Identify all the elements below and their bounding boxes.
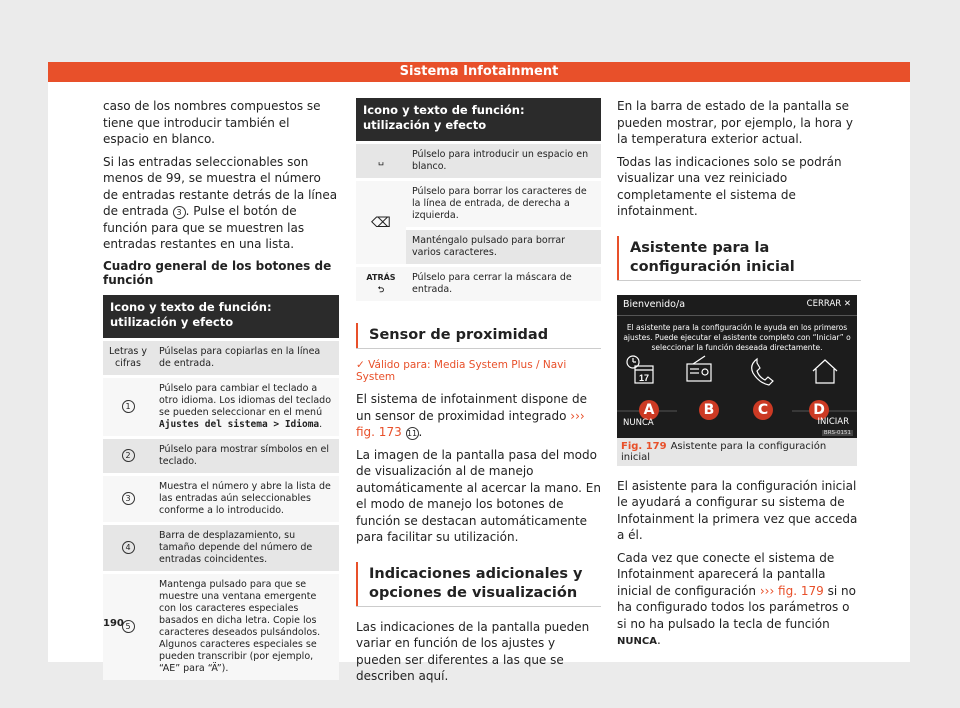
table-row [356,144,601,178]
paragraph: Cada vez que conecte el sistema de Infotainment aparecerá la pantalla inicial de configuración ››› fig. 179 si no ha configurado todos los parámetros o si no ha pulsado la tecla de función NUNCA. [617,550,856,647]
function-buttons-table [103,295,339,680]
row-text: Púlselo para mostrar símbolos en el teclado. [153,439,339,473]
paragraph: El sistema de infotainment dispone de un sensor de proximidad integrado ››› fig. 173 11. [356,392,587,439]
paragraph: Las indicaciones de la pantalla pueden variar en función de los ajustes y pueden ser diferentes a las que se describen aquí. [356,619,590,683]
figure-caption: Fig. 179 Asistente para la configuración inicial [617,438,857,466]
table-row [103,574,339,680]
space-icon: ␣ [356,144,406,178]
row-text: Mantenga pulsado para que se muestre una ventana emergente con los caracteres especiales basados en dicha letra. Copie los caracteres deseados pulsándolos. Algunos caracteres especiales se pueden transcribir (por ejemplo, “AE” para “Ä”). [153,574,339,680]
figure-link[interactable]: ››› fig. 173 [356,408,585,439]
screen-title: Bienvenido/a [623,298,686,310]
label-a: A [639,400,659,420]
paragraph: Todas las indicaciones solo se podrán visualizar una vez reiniciado completamente el sistema de infotainment. [617,154,842,218]
table-row [103,439,339,473]
setup-assistant-screenshot [617,295,857,438]
paragraph: Si las entradas seleccionables son menos de 99, se muestra el número de entradas restante detrás de la línea de entrada 3 . Pulse el botón de función para que se muestren las entradas restantes en una lista. [103,154,338,251]
chapter-header: Sistema Infotainment [48,62,910,82]
callout-number: 3 [122,492,135,505]
row-text: Púlselo para borrar los caracteres de la línea de entrada, de derecha a izquierda. [406,181,601,227]
figure-code: BRS-0151 [823,429,851,436]
back-icon: ATRÁS ⮌ [356,267,406,301]
callout-number: 11 [406,429,418,438]
table-heading: Cuadro general de los botones de función [103,258,332,287]
paragraph: La imagen de la pantalla pasa del modo de visualización al de manejo automáticamente al acercar la mano. En el modo de manejo los botones de función se destacan automáticamente para facilitar su utilización. [356,447,601,544]
callout-number: 2 [122,449,135,462]
start-button: INICIAR [817,416,849,427]
row-text: Muestra el número y abre la lista de las entradas aún seleccionables conforme a lo introducido. [153,476,339,522]
row-text: Manténgalo pulsado para borrar varios caracteres. [406,230,601,264]
column-middle [356,98,601,691]
row-text: Púlselas para copiarlas en la línea de entrada. [153,341,339,375]
row-icon-label: Letras y cifras [103,341,153,375]
paragraph: El asistente para la configuración inicial le ayudará a configurar su sistema de Infotainment la primera vez que acceda a él. [617,478,858,542]
radio-icon [687,356,711,381]
section-title: Indicaciones adicionales y opciones de visualización [356,562,601,607]
section-title: Sensor de proximidad [356,323,601,349]
section-title: Asistente para la configuración inicial [617,236,861,281]
table-row [103,476,339,522]
label-b: B [699,400,719,420]
table-row [103,378,339,436]
row-text: Púlselo para introducir un espacio en blanco. [406,144,601,178]
figure-link[interactable]: ››› fig. 179 [759,583,824,598]
never-button: NUNCA [623,417,654,428]
function-buttons-table-continued [356,98,601,301]
table-row [356,181,601,227]
paragraph: En la barra de estado de la pantalla se pueden mostrar, por ejemplo, la hora y la temperatura exterior actual. [617,99,853,146]
paragraph: caso de los nombres compuestos se tiene que introducir también el espacio en blanco. [103,99,321,146]
label-d: D [809,400,829,420]
column-left [103,98,339,680]
key-name: NUNCA [617,636,657,647]
calendar-day: 17 [638,372,650,383]
row-text: Púlselo para cerrar la máscara de entrada. [406,267,601,301]
home-icon [813,360,837,383]
backspace-icon: ⌫ [356,181,406,264]
screen-text: El asistente para la configuración le ayuda en los primeros ajustes. Puede ejecutar el asistente completo con “Iniciar” o seleccionar la función deseada directamente. [623,322,851,352]
callout-number: 4 [122,541,135,554]
table-header: Icono y texto de función: utilización y efecto [356,98,601,141]
callout-number: 1 [122,400,135,413]
callout-number: 5 [122,620,135,633]
table-header: Icono y texto de función: utilización y efecto [103,295,339,338]
validity-note: ✓ Válido para: Media System Plus / Navi System [356,359,567,383]
table-row [103,525,339,571]
table-row [356,267,601,301]
close-button: CERRAR ✕ [806,298,851,309]
table-row [103,341,339,375]
label-c: C [753,400,773,420]
column-right [617,98,861,657]
row-text: Barra de desplazamiento, su tamaño depende del número de entradas coincidentes. [153,525,339,571]
phone-icon [752,359,773,385]
callout-number: 3 [173,206,186,219]
row-text: Púlselo para cambiar el teclado a otro idioma. Los idiomas del teclado se pueden seleccionar en el menú Ajustes del sistema > Idioma. [153,378,339,436]
page-number: 190 [103,618,124,629]
